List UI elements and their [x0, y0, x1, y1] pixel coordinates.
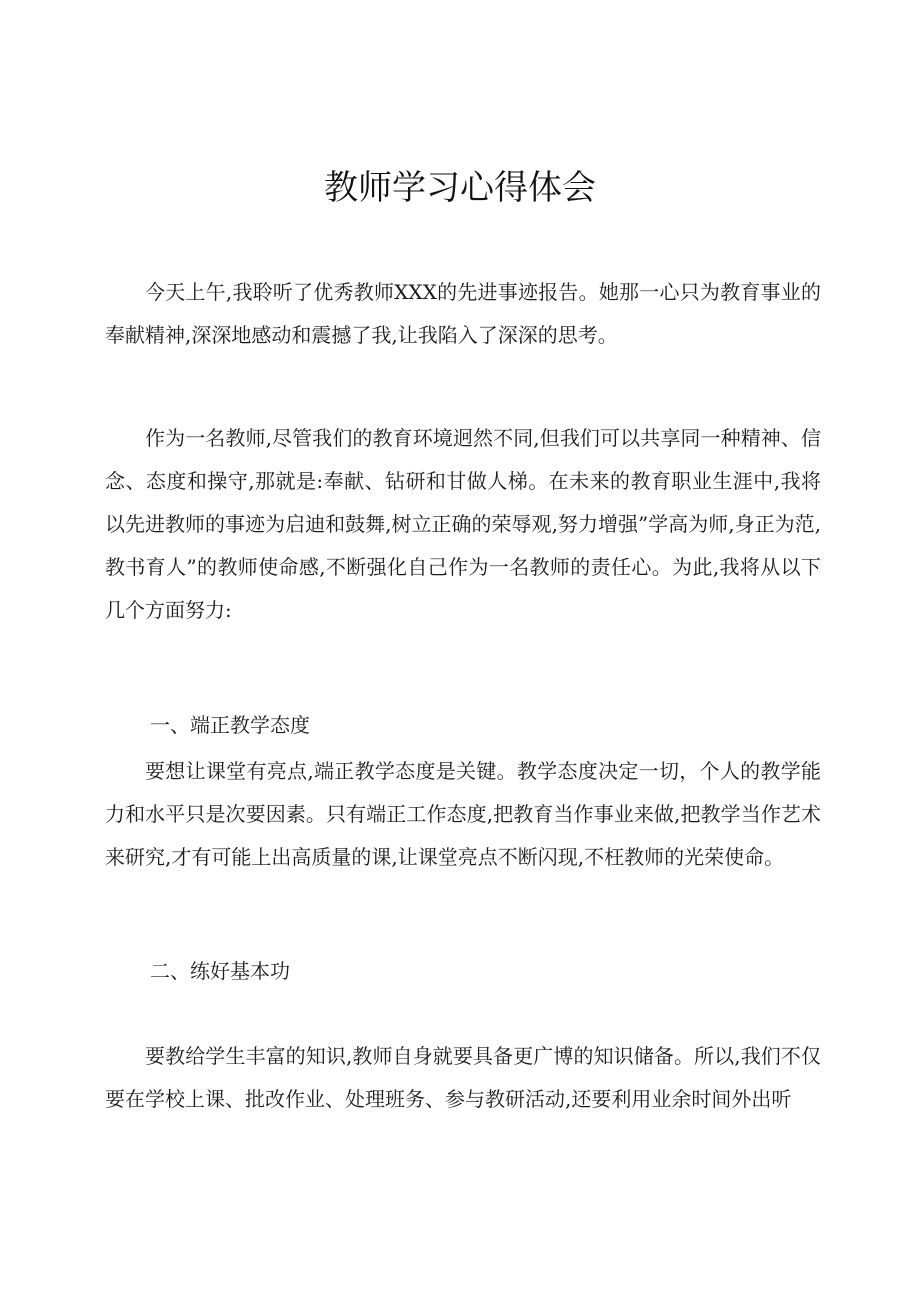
paragraph-purpose: 作为一名教师,尽管我们的教育环境迥然不同,但我们可以共享同一种精神、信念、态度和操守,那就是:奉献、钻研和甘做人梯。在未来的教育职业生涯中,我将以先进教师的事迹为启迪和鼓舞,树立正确的荣辱观,努力增强”学高为师,身正为范,教书育人”的教师使命感,不断强化自己作为一名教师的责任心。为此,我将从以下几个方面努力: [105, 426, 821, 622]
paragraph-intro: 今天上午,我聆听了优秀教师XXX的先进事迹报告。她那一心只为教育事业的奉献精神,深深地感动和震撼了我,让我陷入了深深的思考。 [105, 280, 821, 347]
section-body-attitude: 要想让课堂有亮点,端正教学态度是关键。教学态度决定一切，个人的教学能力和水平只是次要因素。只有端正工作态度,把教育当作事业来做,把教学当作艺术来研究,才有可能上出高质量的课,让课堂亮点不断闪现,不枉教师的光荣使命。 [105, 759, 821, 869]
section-heading-attitude: 一、端正教学态度 [150, 713, 310, 737]
document-title: 教师学习心得体会 [324, 168, 596, 208]
section-body-basic-skills: 要教给学生丰富的知识,教师自身就要具备更广博的知识储备。所以,我们不仅要在学校上课、批改作业、处理班务、参与教研活动,还要利用业余时间外出听 [105, 1044, 821, 1111]
section-heading-basic-skills: 二、练好基本功 [150, 959, 290, 983]
